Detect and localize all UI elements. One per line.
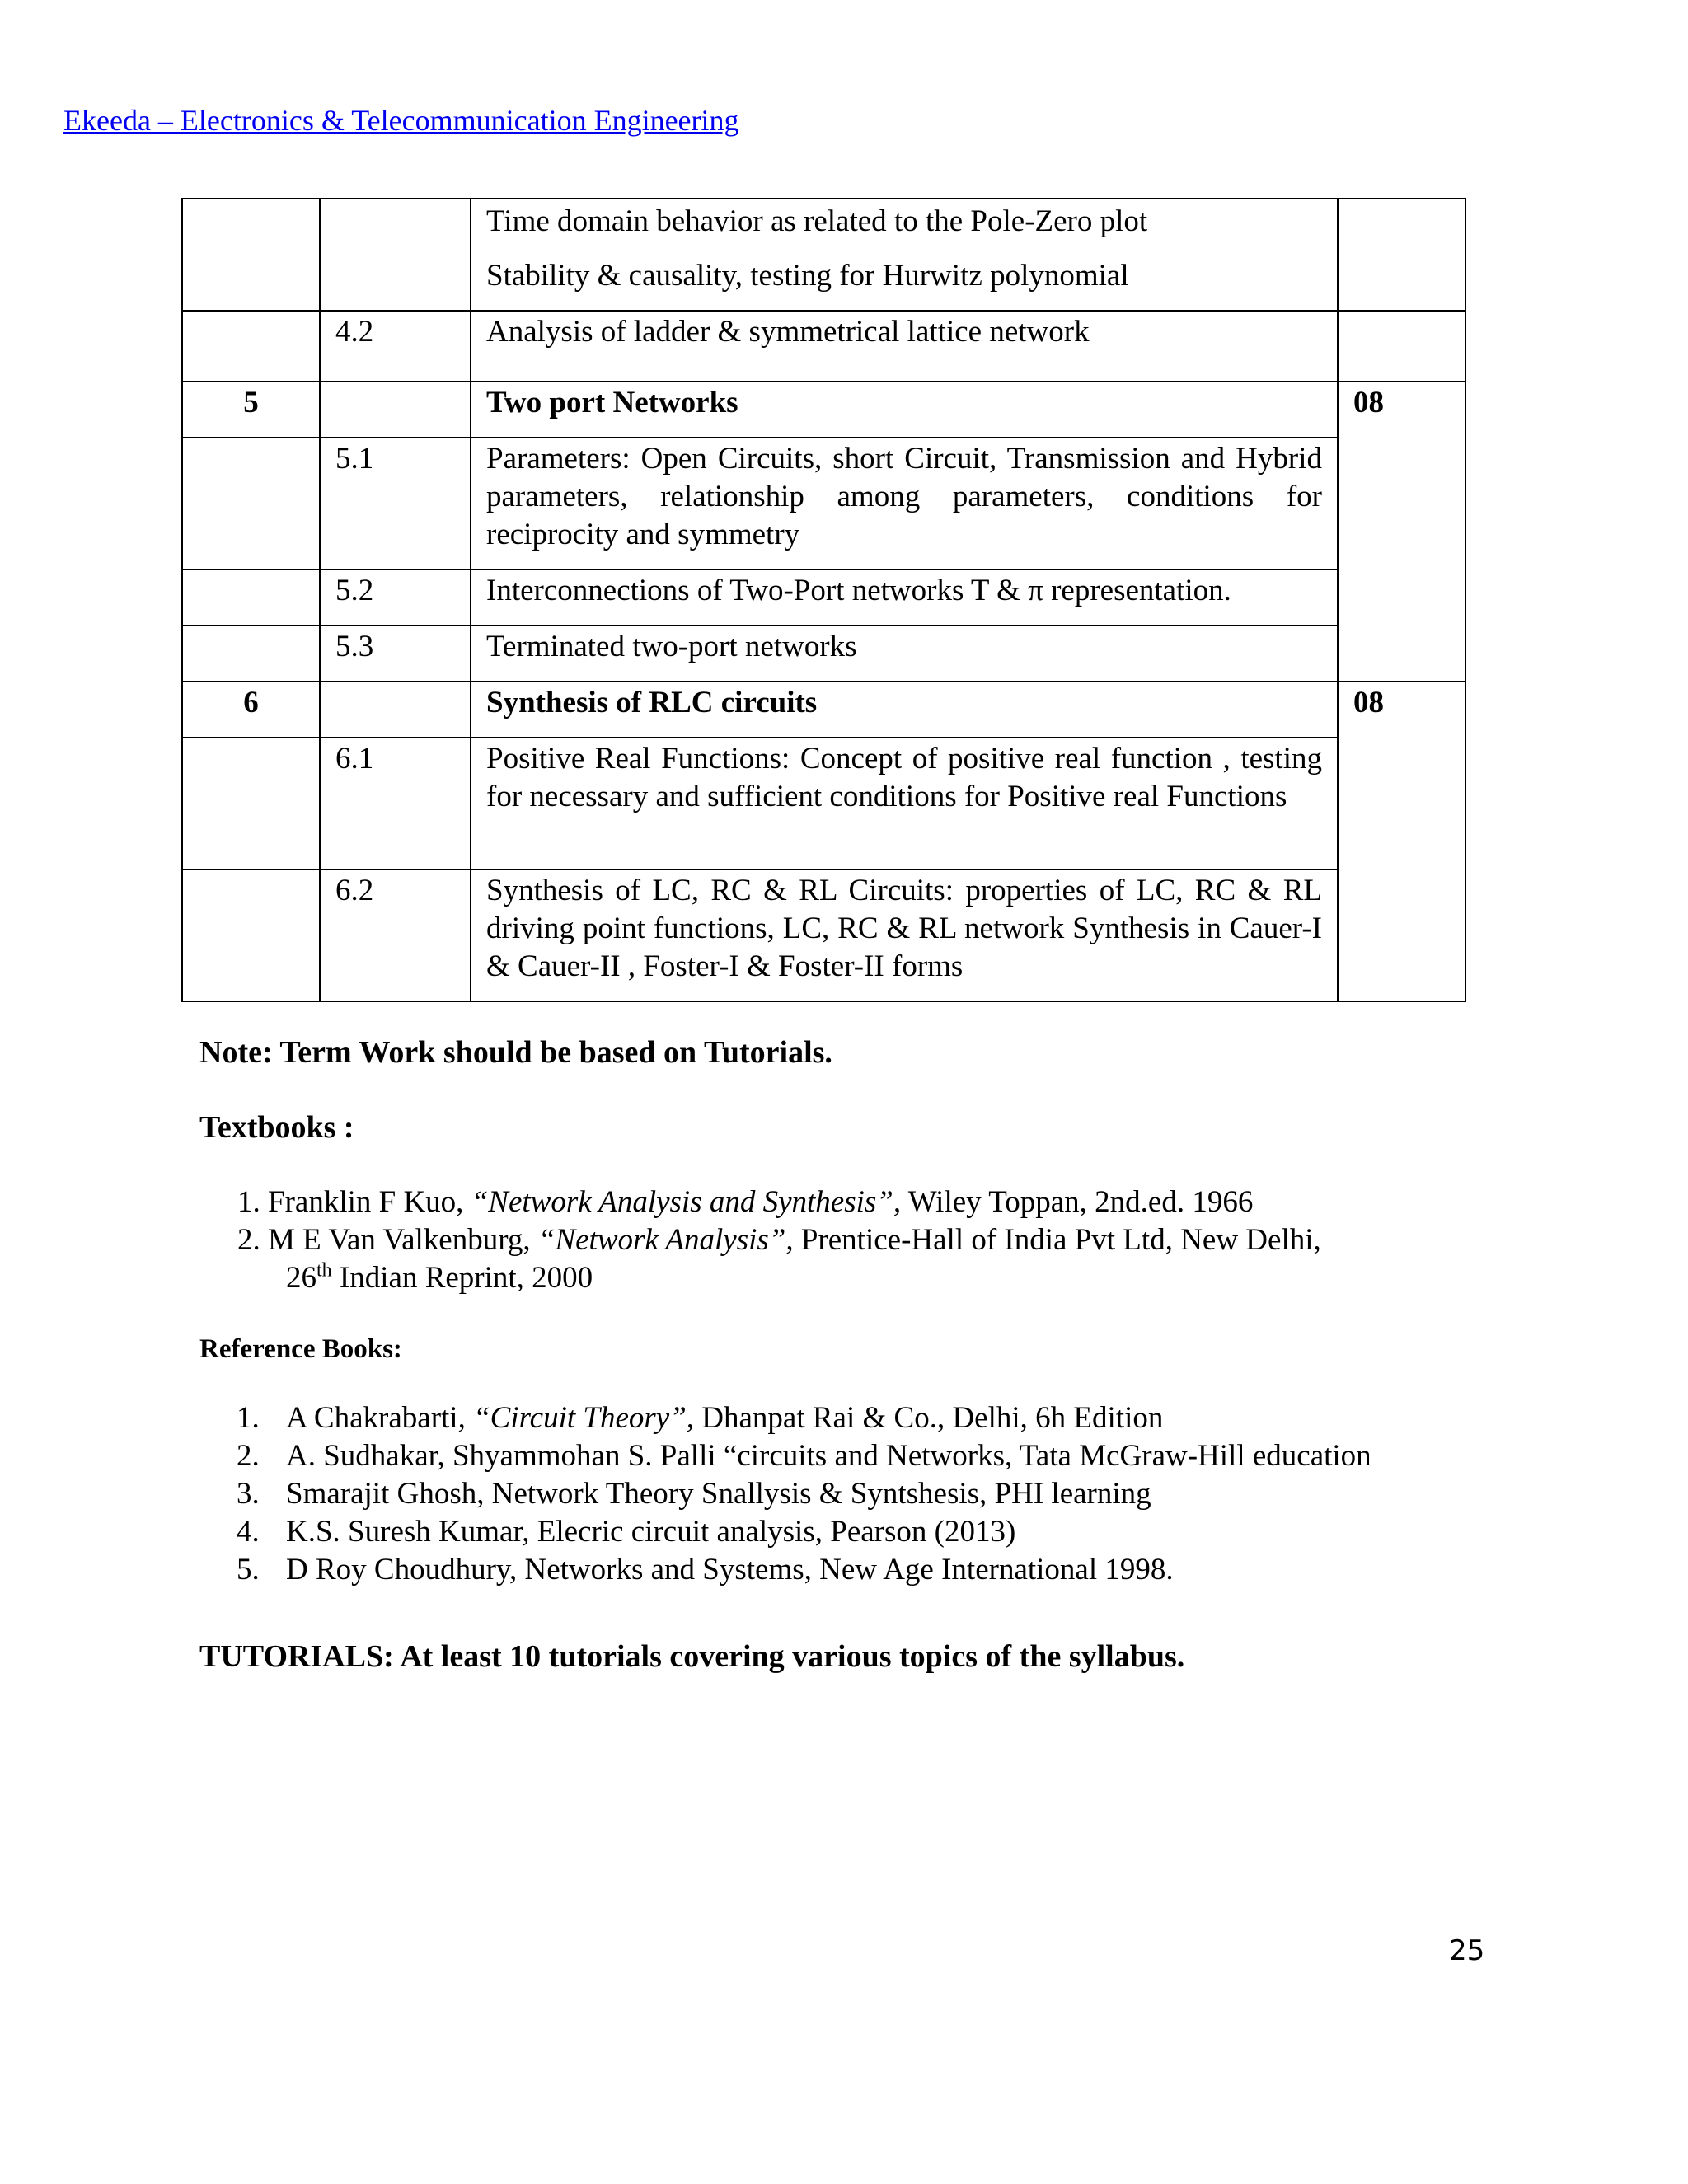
table-row bbox=[182, 199, 1465, 311]
table-row bbox=[182, 311, 1465, 382]
textbooks-heading: Textbooks : bbox=[199, 1110, 354, 1145]
reference-books-heading: Reference Books: bbox=[199, 1334, 402, 1364]
item-author: M E Van Valkenburg, bbox=[268, 1223, 531, 1257]
item-text: A. Sudhakar, Shyammohan S. Palli “circuits and Networks, Tata McGraw-Hill education bbox=[286, 1439, 1372, 1473]
edition-suffix: th bbox=[316, 1259, 332, 1282]
module-title: Synthesis of RLC circuits bbox=[471, 682, 1338, 738]
module-cell bbox=[182, 199, 320, 311]
subsection-number: 6.2 bbox=[320, 869, 471, 1001]
subsection-number: 5.3 bbox=[320, 626, 471, 682]
list-item bbox=[0, 1183, 1321, 1221]
module-number: 5 bbox=[182, 382, 320, 438]
table-row bbox=[182, 738, 1465, 869]
table-row bbox=[182, 682, 1465, 738]
content-line: Stability & causality, testing for Hurwitz polynomial bbox=[486, 259, 1129, 293]
module-cell bbox=[182, 738, 320, 869]
hours-cell bbox=[1338, 738, 1465, 869]
item-author: A Chakrabarti bbox=[286, 1401, 458, 1435]
item-number: 1. bbox=[237, 1185, 260, 1219]
module-number: 6 bbox=[182, 682, 320, 738]
item-details: Prentice-Hall of India Pvt Ltd, New Delhi, bbox=[800, 1223, 1321, 1257]
hours-cell bbox=[1338, 869, 1465, 1001]
subsection-cell bbox=[320, 682, 471, 738]
module-cell bbox=[182, 438, 320, 569]
table-row bbox=[182, 626, 1465, 682]
item-number: 4. bbox=[237, 1515, 260, 1549]
subsection-number: 6.1 bbox=[320, 738, 471, 869]
page-number: 25 bbox=[1449, 1934, 1485, 1967]
content-cell: Analysis of ladder & symmetrical lattice network bbox=[471, 311, 1338, 382]
hours-cell bbox=[1338, 438, 1465, 569]
table-row bbox=[182, 869, 1465, 1001]
hours-cell bbox=[1338, 311, 1465, 382]
hours-value: 08 bbox=[1338, 382, 1465, 438]
module-cell bbox=[182, 869, 320, 1001]
content-line: Time domain behavior as related to the Pole-Zero plot bbox=[486, 204, 1148, 238]
list-item bbox=[0, 1221, 1321, 1259]
item-text: Smarajit Ghosh, Network Theory Snallysis & Syntshesis, PHI learning bbox=[286, 1477, 1151, 1511]
content-cell: Positive Real Functions: Concept of positive real function , testing for necessary and sufficient conditions for Positive real Functions bbox=[471, 738, 1338, 869]
item-title: , “Circuit Theory”, bbox=[457, 1401, 695, 1435]
module-cell bbox=[182, 311, 320, 382]
edition-number: 26 bbox=[286, 1261, 316, 1295]
subsection-cell bbox=[320, 199, 471, 311]
module-title: Two port Networks bbox=[471, 382, 1338, 438]
list-item-continuation bbox=[0, 1259, 1321, 1297]
table-row bbox=[182, 569, 1465, 626]
item-number: 5. bbox=[237, 1553, 260, 1586]
content-cell bbox=[471, 199, 1338, 311]
subsection-cell bbox=[320, 382, 471, 438]
textbooks-list bbox=[0, 1183, 1321, 1297]
item-number: 2. bbox=[237, 1223, 260, 1257]
hours-cell bbox=[1338, 626, 1465, 682]
content-cell: Interconnections of Two-Port networks T & π representation. bbox=[471, 569, 1338, 626]
item-text: D Roy Choudhury, Networks and Systems, New Age International 1998. bbox=[286, 1553, 1174, 1586]
module-cell bbox=[182, 569, 320, 626]
item-details: Wiley Toppan, 2nd.ed. 1966 bbox=[907, 1185, 1254, 1219]
item-number: 1. bbox=[237, 1401, 260, 1435]
subsection-number: 4.2 bbox=[320, 311, 471, 382]
table-row bbox=[182, 438, 1465, 569]
item-title: “Network Analysis”, bbox=[537, 1223, 794, 1257]
header-link[interactable]: Ekeeda – Electronics & Telecommunication Engineering bbox=[63, 104, 739, 137]
hours-cell bbox=[1338, 199, 1465, 311]
hours-cell bbox=[1338, 569, 1465, 626]
item-number: 2. bbox=[237, 1439, 260, 1473]
item-title: “Network Analysis and Synthesis”, bbox=[471, 1185, 902, 1219]
content-cell: Terminated two-port networks bbox=[471, 626, 1338, 682]
content-cell: Parameters: Open Circuits, short Circuit, Transmission and Hybrid parameters, relationship among parameters, conditions for reciprocity and symmetry bbox=[471, 438, 1338, 569]
subsection-number: 5.2 bbox=[320, 569, 471, 626]
syllabus-table bbox=[181, 198, 1466, 1002]
table-row bbox=[182, 382, 1465, 438]
item-details: Dhanpat Rai & Co., Delhi, 6h Edition bbox=[701, 1401, 1164, 1435]
hours-value: 08 bbox=[1338, 682, 1465, 738]
item-text bbox=[286, 1399, 1163, 1437]
item-author: Franklin F Kuo, bbox=[268, 1185, 464, 1219]
tutorials-statement: TUTORIALS: At least 10 tutorials covering various topics of the syllabus. bbox=[199, 1639, 1185, 1674]
module-cell bbox=[182, 626, 320, 682]
item-text: K.S. Suresh Kumar, Elecric circuit analysis, Pearson (2013) bbox=[286, 1515, 1016, 1549]
content-cell: Synthesis of LC, RC & RL Circuits: properties of LC, RC & RL driving point functions, LC, RC & RL network Synthesis in Cauer-I & Cauer-II , Foster-I & Foster-II forms bbox=[471, 869, 1338, 1001]
term-work-note: Note: Term Work should be based on Tutorials. bbox=[199, 1035, 832, 1070]
subsection-number: 5.1 bbox=[320, 438, 471, 569]
edition-text: Indian Reprint, 2000 bbox=[339, 1261, 593, 1295]
item-number: 3. bbox=[237, 1477, 260, 1511]
